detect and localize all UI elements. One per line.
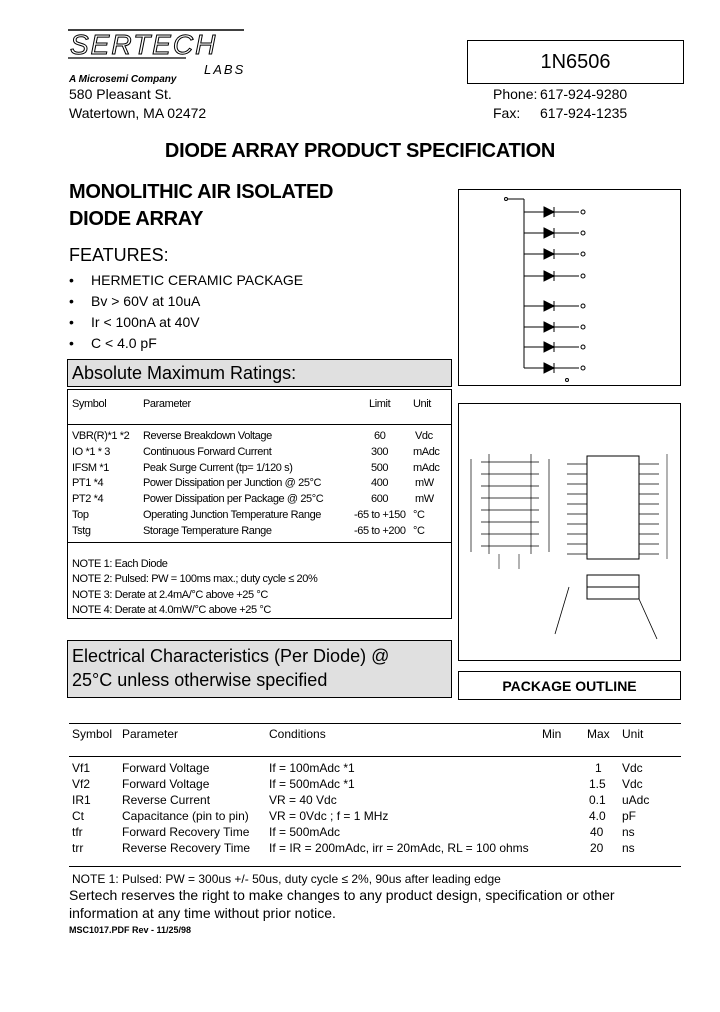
product-title-line-1: MONOLITHIC AIR ISOLATED xyxy=(69,181,334,203)
elec-parameter: Reverse Recovery Time xyxy=(122,841,251,855)
ratings-header-parameter: Parameter xyxy=(143,398,191,410)
rating-parameter: Power Dissipation per Junction @ 25°C xyxy=(143,477,322,489)
address-line-2: Watertown, MA 02472 xyxy=(69,105,207,121)
feature-item: • HERMETIC CERAMIC PACKAGE xyxy=(69,272,304,288)
rating-limit: -65 to +200 xyxy=(354,525,406,537)
rating-unit: °C xyxy=(413,525,425,537)
rating-parameter: Reverse Breakdown Voltage xyxy=(143,430,272,442)
rating-note: NOTE 3: Derate at 2.4mA/°C above +25 °C xyxy=(72,589,268,601)
rating-symbol: PT1 *4 xyxy=(72,477,104,489)
elec-parameter: Forward Voltage xyxy=(122,777,210,791)
elec-header-unit: Unit xyxy=(622,727,644,741)
package-outline-label: PACKAGE OUTLINE xyxy=(458,671,681,700)
elec-max: 1.5 xyxy=(589,777,606,791)
electrical-heading-line-1: Electrical Characteristics (Per Diode) @ xyxy=(72,646,390,666)
fax-number: 617-924-1235 xyxy=(540,105,628,121)
elec-unit: pF xyxy=(622,809,637,823)
rating-limit: 60 xyxy=(374,430,386,442)
elec-max: 20 xyxy=(590,841,604,855)
elec-max: 40 xyxy=(590,825,604,839)
divider xyxy=(68,542,451,543)
elec-parameter: Forward Voltage xyxy=(122,761,210,775)
feature-item: • Bv > 60V at 10uA xyxy=(69,293,201,309)
elec-unit: uAdc xyxy=(622,793,650,807)
elec-header-min: Min xyxy=(542,727,562,741)
rating-symbol: VBR(R)*1 *2 xyxy=(72,430,130,442)
divider xyxy=(69,866,681,867)
electrical-section-header xyxy=(67,640,452,698)
elec-conditions: If = IR = 200mAdc, irr = 20mAdc, RL = 100 ohms xyxy=(269,841,529,855)
elec-header-parameter: Parameter xyxy=(122,727,179,741)
elec-header-max: Max xyxy=(587,727,610,741)
elec-header-conditions: Conditions xyxy=(269,727,326,741)
electrical-heading-line-2: 25°C unless otherwise specified xyxy=(72,670,328,690)
elec-parameter: Capacitance (pin to pin) xyxy=(122,809,249,823)
elec-unit: Vdc xyxy=(622,777,643,791)
document-code: MSC1017.PDF Rev - 11/25/98 xyxy=(69,925,192,935)
rating-limit: 600 xyxy=(371,493,389,505)
fax xyxy=(493,105,628,121)
elec-conditions: VR = 0Vdc ; f = 1 MHz xyxy=(269,809,389,823)
elec-header-symbol: Symbol xyxy=(72,727,113,741)
affiliation: A Microsemi Company xyxy=(69,74,177,85)
rating-symbol: PT2 *4 xyxy=(72,493,104,505)
document-title: DIODE ARRAY PRODUCT SPECIFICATION xyxy=(164,140,556,162)
rating-parameter: Power Dissipation per Package @ 25°C xyxy=(143,493,324,505)
rating-parameter: Peak Surge Current (tp= 1/120 s) xyxy=(143,462,293,474)
rating-note: NOTE 1: Each Diode xyxy=(72,558,168,570)
disclaimer-line-1: Sertech reserves the right to make changes to any product design, specification or other xyxy=(69,887,615,903)
sertech-logo xyxy=(66,28,246,78)
elec-max: 4.0 xyxy=(589,809,606,823)
ratings-section-header: Absolute Maximum Ratings: xyxy=(67,359,452,387)
phone-label: Phone: xyxy=(493,86,538,102)
elec-unit: Vdc xyxy=(622,761,643,775)
elec-symbol: IR1 xyxy=(72,793,91,807)
divider xyxy=(68,424,451,425)
elec-unit: ns xyxy=(622,841,635,855)
part-number-box: 1N6506 xyxy=(467,40,684,84)
rating-parameter: Operating Junction Temperature Range xyxy=(143,509,322,521)
elec-conditions: VR = 40 Vdc xyxy=(269,793,337,807)
ratings-header-symbol: Symbol xyxy=(72,398,107,410)
phone-number: 617-924-9280 xyxy=(540,86,628,102)
rating-symbol: IFSM *1 xyxy=(72,462,109,474)
package-outline-drawing xyxy=(458,403,681,661)
rating-unit: mAdc xyxy=(413,462,440,474)
feature-item: • Ir < 100nA at 40V xyxy=(69,314,200,330)
disclaimer-line-2: information at any time without prior notice. xyxy=(69,905,336,921)
elec-parameter: Reverse Current xyxy=(122,793,211,807)
rating-limit: -65 to +150 xyxy=(354,509,406,521)
rating-parameter: Continuous Forward Current xyxy=(143,446,272,458)
rating-unit: Vdc xyxy=(415,430,433,442)
schematic-diagram xyxy=(458,189,681,386)
product-title-line-2: DIODE ARRAY xyxy=(69,208,204,230)
elec-max: 0.1 xyxy=(589,793,606,807)
feature-item: • C < 4.0 pF xyxy=(69,335,157,351)
address-line-1: 580 Pleasant St. xyxy=(69,86,172,102)
rating-symbol: Top xyxy=(72,509,89,521)
rating-limit: 400 xyxy=(371,477,389,489)
rating-limit: 300 xyxy=(371,446,389,458)
divider xyxy=(69,756,681,757)
ratings-header-limit: Limit xyxy=(369,398,391,410)
svg-text:SERTECH: SERTECH xyxy=(70,29,218,60)
rating-note: NOTE 2: Pulsed: PW = 100ms max.; duty cycle ≤ 20% xyxy=(72,573,318,585)
ratings-header-unit: Unit xyxy=(413,398,431,410)
rating-unit: mAdc xyxy=(413,446,440,458)
elec-symbol: Ct xyxy=(72,809,84,823)
rating-limit: 500 xyxy=(371,462,389,474)
elec-symbol: trr xyxy=(72,841,84,855)
elec-conditions: If = 500mAdc xyxy=(269,825,341,839)
elec-conditions: If = 100mAdc *1 xyxy=(269,761,355,775)
elec-max: 1 xyxy=(595,761,602,775)
elec-unit: ns xyxy=(622,825,635,839)
elec-parameter: Forward Recovery Time xyxy=(122,825,250,839)
elec-symbol: Vf1 xyxy=(72,761,91,775)
rating-parameter: Storage Temperature Range xyxy=(143,525,272,537)
rating-unit: mW xyxy=(415,493,434,505)
fax-label: Fax: xyxy=(493,105,521,121)
rating-unit: °C xyxy=(413,509,425,521)
phone xyxy=(493,86,628,102)
elec-symbol: tfr xyxy=(72,825,83,839)
svg-text:LABS: LABS xyxy=(204,62,246,77)
elec-symbol: Vf2 xyxy=(72,777,91,791)
rating-symbol: Tstg xyxy=(72,525,91,537)
electrical-note: NOTE 1: Pulsed: PW = 300us +/- 50us, duty cycle ≤ 2%, 90us after leading edge xyxy=(72,872,501,886)
rating-symbol: IO *1 * 3 xyxy=(72,446,110,458)
rating-note: NOTE 4: Derate at 4.0mW/°C above +25 °C xyxy=(72,604,271,616)
divider xyxy=(69,723,681,724)
rating-unit: mW xyxy=(415,477,434,489)
elec-conditions: If = 500mAdc *1 xyxy=(269,777,355,791)
features-heading: FEATURES: xyxy=(69,245,169,265)
